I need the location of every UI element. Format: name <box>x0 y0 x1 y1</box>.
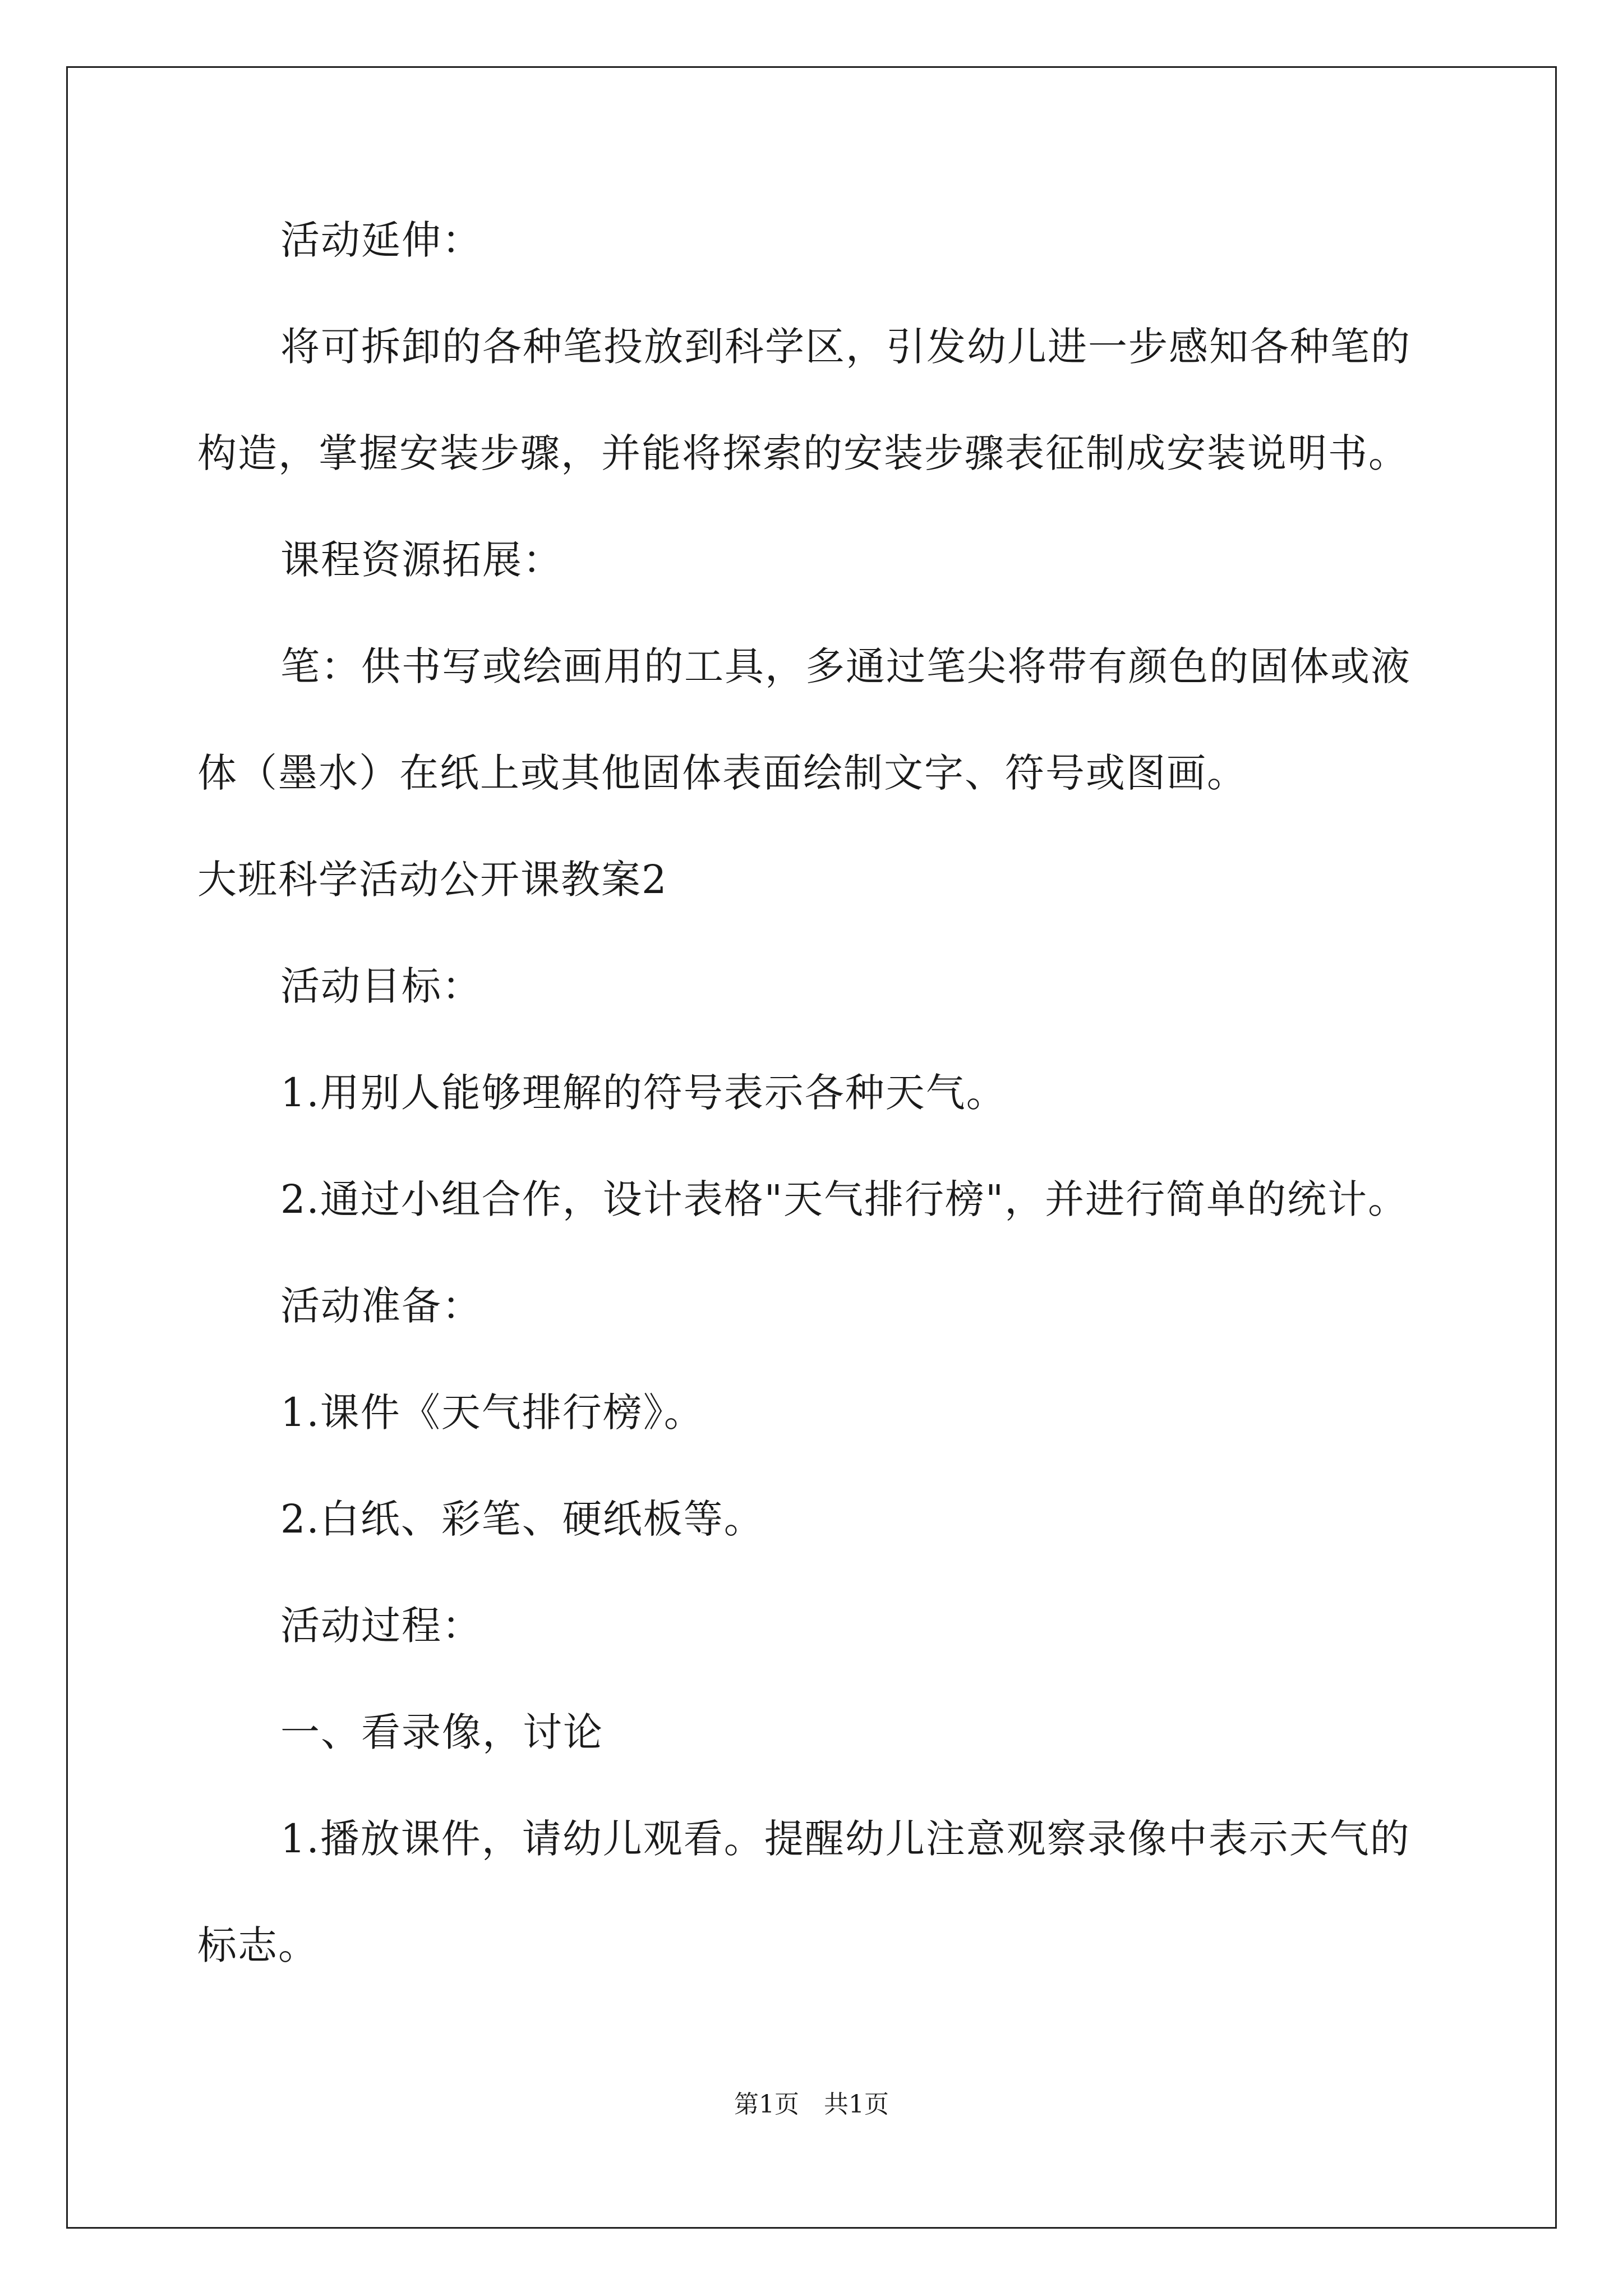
paragraph-process-detail-line-1: 1.播放课件，请幼儿观看。提醒幼儿注意观察录像中表示天气的 <box>280 1816 1410 1862</box>
paragraph-goal-2: 2.通过小组合作，设计表格"天气排行榜"，并进行简单的统计。 <box>280 1176 1409 1222</box>
paragraph-preparation-1: 1.课件《天气排行榜》。 <box>280 1389 704 1435</box>
paragraph-goals-title: 活动目标： <box>280 963 482 1009</box>
paragraph-preparation-2: 2.白纸、彩笔、硬纸板等。 <box>280 1496 764 1542</box>
paragraph-activity-extension-title: 活动延伸： <box>280 217 482 263</box>
section-heading: 大班科学活动公开课教案2 <box>197 857 668 903</box>
paragraph-resource-line-1: 笔：供书写或绘画用的工具，多通过笔尖将带有颜色的固体或液 <box>280 643 1411 689</box>
paragraph-preparation-title: 活动准备： <box>280 1283 482 1329</box>
page-number-footer: 第1页 共1页 <box>734 2090 889 2119</box>
paragraph-process-step-1: 一、看录像，讨论 <box>280 1709 603 1755</box>
paragraph-resource-line-2: 体（墨水）在纸上或其他固体表面绘制文字、符号或图画。 <box>197 750 1247 796</box>
paragraph-process-title: 活动过程： <box>280 1603 482 1649</box>
paragraph-extension-line-2: 构造，掌握安装步骤，并能将探索的安装步骤表征制成安装说明书。 <box>197 430 1409 476</box>
paragraph-resource-title: 课程资源拓展： <box>280 537 563 583</box>
paragraph-goal-1: 1.用别人能够理解的符号表示各种天气。 <box>280 1070 1007 1116</box>
document-body <box>197 213 1448 1972</box>
paragraph-extension-line-1: 将可拆卸的各种笔投放到科学区，引发幼儿进一步感知各种笔的 <box>280 324 1411 370</box>
paragraph-process-detail-line-2: 标志。 <box>197 1922 319 1968</box>
